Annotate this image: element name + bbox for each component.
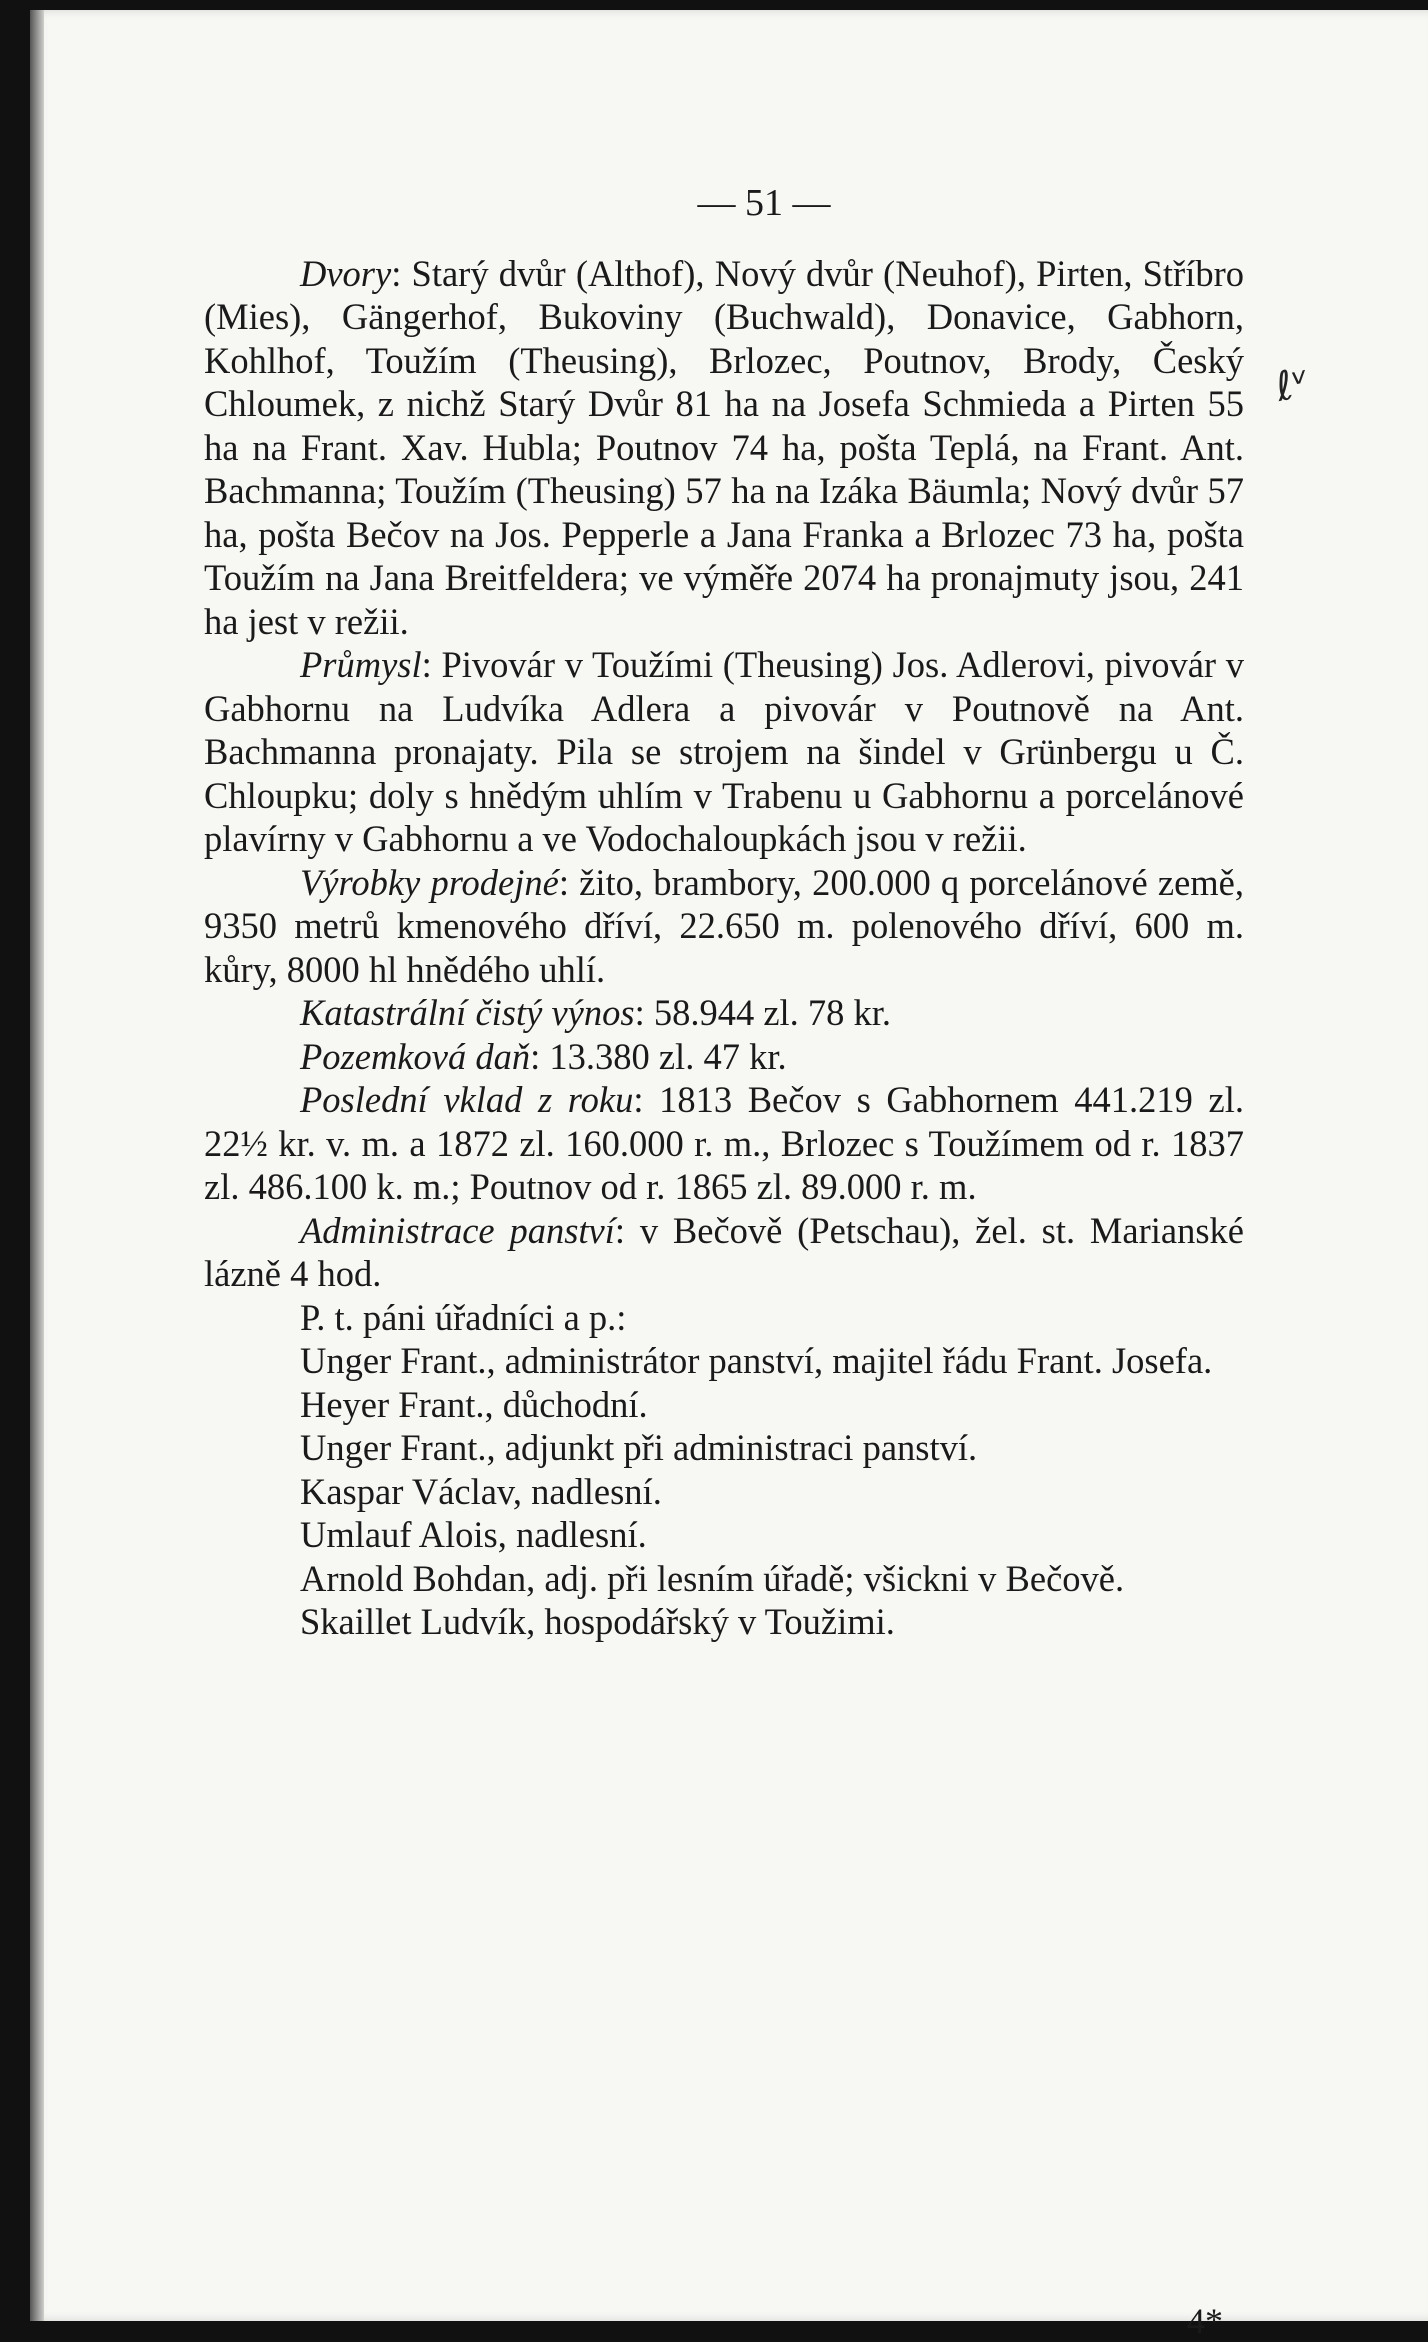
official-entry: Unger Frant., adjunkt při administraci panství. (300, 1427, 978, 1468)
section-text: : 58.944 zl. 78 kr. (634, 992, 892, 1033)
section-pozemkova (204, 1035, 1244, 1079)
official-entry: Skaillet Ludvík, hospodářský v Toužimi. (300, 1601, 895, 1642)
official-entry: Umlauf Alois, nadlesní. (300, 1514, 647, 1555)
section-text: : Starý dvůr (Althof), Nový dvůr (Neuhof), Pirten, Stříbro (Mies), Gängerhof, Bukoviny (Buchwald), Donavice, Gabhorn, Kohlhof, Toužím (Theusing), Brlozec, Poutnov, Brody, Český Chloumek, z nichž Starý Dvůr 81 ha na Josefa Schmieda a Pirten 55 ha na Frant. Xav. Hubla; Poutnov 74 ha, pošta Teplá, na Frant. Ant. Bachmanna; Toužím (Theusing) 57 ha na Izáka Bäumla; Nový dvůr 57 ha, pošta Bečov na Jos. Pepperle a Jana Franka a Brlozec 73 ha, pošta Toužím na Jana Breitfeldera; ve výměře 2074 ha pronajmuty jsou, 241 ha jest v režii. (204, 252, 1244, 642)
section-label: Katastrální čistý výnos (300, 992, 635, 1033)
section-label: Výrobky prodejné (300, 861, 559, 903)
section-vyrobky (204, 861, 1244, 992)
official-entry: Kaspar Václav, nadlesní. (300, 1470, 662, 1512)
section-text: : Pivovár v Toužími (Theusing) Jos. Adlerovi, pivovár v Gabhornu na Ludvíka Adlera a pivovár v Poutnově na Ant. Bachmanna pronajaty. Pila se strojem na šindel v Grünbergu u Č. Chloupku; doly s hnědým uhlím v Trabenu u Gabhornu a porcelánové plavírny v Gabhornu a ve Vodochaloupkách jsou v režii. (204, 644, 1244, 859)
section-label: Pozemková daň (300, 1035, 531, 1077)
section-prumysl (204, 643, 1244, 861)
section-text: : 13.380 zl. 47 kr. (530, 1035, 787, 1077)
signature-mark: 4* (1187, 2301, 1223, 2341)
section-text: : v Bečově (Petschau), žel. st. Marianské lázně 4 hod. (204, 1209, 1244, 1294)
page-spine-shadow (30, 10, 44, 2321)
section-label: Dvory (300, 252, 392, 294)
official-entry: Unger Frant., administrátor panství, majitel řádu Frant. Josefa. (300, 1340, 1213, 1381)
section-label: Poslední vklad z roku (300, 1079, 634, 1120)
handwritten-margin-mark: ℓᵛ (1271, 359, 1314, 411)
section-label: Průmysl (300, 644, 422, 685)
section-text: : 1813 Bečov s Gabhornem 441.219 zl. 22½ kr. v. m. a 1872 zl. 160.000 r. m., Brlozec s Toužímem od r. 1837 zl. 486.100 k. m.; Poutnov od r. 1865 zl. 89.000 r. m. (204, 1079, 1244, 1207)
section-vklad (204, 1078, 1244, 1209)
section-dvory (204, 252, 1244, 644)
section-text: : žito, brambory, 200.000 q porcelánové země, 9350 metrů kmenového dříví, 22.650 m. polenového dříví, 600 m. kůry, 8000 hl hnědého uhlí. (204, 861, 1245, 990)
section-katastralni (204, 991, 1244, 1035)
officials-heading: P. t. páni úřadníci a p.: (300, 1296, 627, 1338)
section-label: Administrace panství (300, 1209, 615, 1251)
page-number: — 51 — (697, 182, 831, 224)
official-entry: Heyer Frant., důchodní. (300, 1383, 648, 1425)
official-entry: Arnold Bohdan, adj. při lesním úřadě; všickni v Bečově. (300, 1557, 1125, 1599)
section-administrace (204, 1209, 1244, 1296)
page-text (204, 182, 1244, 1644)
